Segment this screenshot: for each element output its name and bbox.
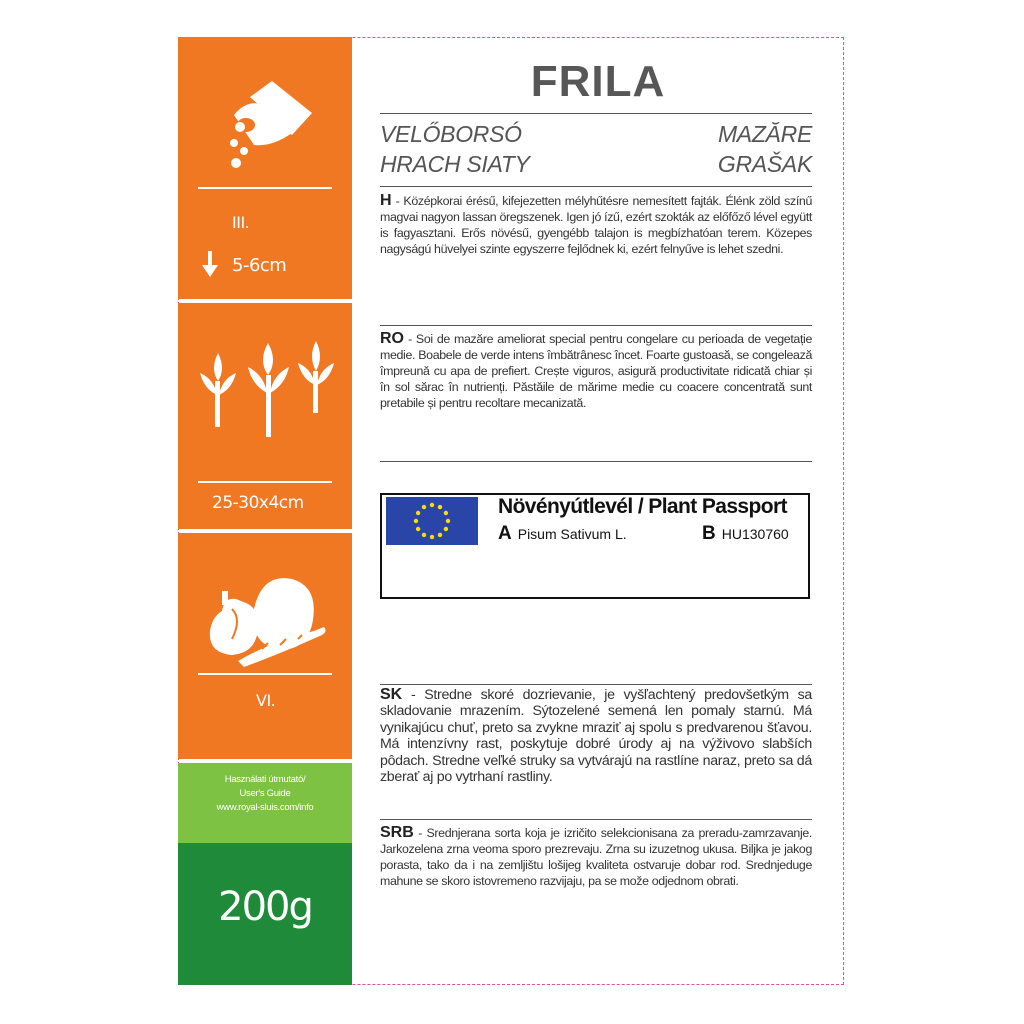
name-hu: VELŐBORSÓ — [380, 121, 522, 147]
lang-code-sk: SK — [380, 686, 403, 703]
net-weight: 200g — [218, 884, 312, 930]
description-ro: RO - Soi de mazăre ameliorat special pentru congelare cu perioada de vegetație medie. Boabele de verde intens îmbătrânesc încet. Foarte gustoasă, se congelează împreună cu apa de prefiert. Crește viguros, asigură productivitate ridicată chiar și în sol sărac în nutrienți. Păstăile de mărime medie cu coacere concentrată sunt pretabile și pentru recoltare mecanizată. — [380, 330, 812, 410]
divider — [380, 186, 812, 187]
passport-title: Növényútlevél / Plant Passport — [498, 495, 787, 518]
guide-url[interactable]: www.royal-sluis.com/info — [216, 802, 314, 813]
eu-flag-icon — [386, 497, 478, 545]
sowing-panel — [178, 37, 352, 299]
divider — [380, 113, 812, 114]
plant-passport — [380, 493, 810, 599]
plant-spacing: 25-30x4cm — [212, 493, 304, 513]
description-ro-text: Soi de mazăre ameliorat special pentru congelare cu perioada de vegetație medie. Boabele de verde intens îmbătrânesc încet. Foarte gustoasă, se congelează împreună cu apa de prefiert. Crește viguros, asigură productivitate ridicată chiar și în sol sărac în nutrienți. Păstăile de mărime medie cu coacere concentrată sunt pretabile și pentru recoltare mecanizată. — [380, 332, 812, 410]
description-hu: H - Középkorai érésű, kifejezetten mélyhűtésre nemesített fajták. Élénk zöld színű magvai nagyon lassan öregszenek. Igen jó ízű, ezért szokták az előfőző lével együtt is fagyasztani. Erős növésű, gyengébb talajon is megbízhatóan terem. Közepes nagyságú hüvelyei szinte egyszerre fejlődnek ki, ezért felnyűve is lehet szedni. — [380, 192, 812, 256]
description-srb-text: Srednjerana sorta koja je izričito selekcionisana za preradu-zamrzavanje. Jarkozelena zrna veoma sporo prezrevaju. Zrna su izuzetnog ukusa. Biljka je jakog porasta, tako da i na zemljištu lošijeg kvaliteta ostvaruje dobar rod. Srednjeduge mahune se skoro istovremeno razvijaju, pa se može odjednom obrati. — [380, 826, 813, 888]
name-srb: GRAŠAK — [717, 151, 812, 177]
harvest-month: VI. — [256, 691, 276, 710]
divider — [198, 481, 332, 483]
arrow-down-icon — [200, 249, 220, 279]
description-sk-text: Stredne skoré dozrievanie, je vyšľachtený predovšetkým sa skladovanie mrazením. Sýtozelené semená len pomaly starnú. Má vynikajúcu chuť, preto sa zvykne mraziť aj spolu s predvarenou šťavou. Má intenzívny rast, poskytuje dobré úrody aj na výživovo slabších pôdach. Stredne veľké struky sa vytvárajú na rastlíne naraz, preto sa dá zberať aj po vytrhaní rastliny. — [380, 687, 812, 786]
main-content — [352, 37, 844, 985]
divider — [198, 187, 332, 189]
passport-code: B HU130760 — [702, 523, 789, 544]
spacing-panel — [178, 303, 352, 529]
description-hu-text: Középkorai érésű, kifejezetten mélyhűtésre nemesített fajták. Élénk zöld színű magvai nagyon lassan öregszenek. Igen jó ízű, ezért szokták az előfőző lével együtt is fagyasztani. Erős növésű, gyengébb talajon is megbízhatóan terem. Közepes nagyságú hüvelyei szinte egyszerre fejlődnek ki, ezért felnyűve is lehet szedni. — [380, 194, 812, 256]
divider — [380, 684, 812, 685]
sowing-month: III. — [232, 213, 250, 232]
divider — [380, 461, 812, 462]
seedlings-icon — [198, 341, 338, 441]
divider — [380, 325, 812, 326]
name-sk: HRACH SIATY — [380, 151, 530, 177]
lang-code-srb: SRB — [380, 824, 414, 841]
lang-code-ro: RO — [380, 330, 404, 347]
divider — [198, 673, 332, 675]
seed-packet-icon — [220, 75, 316, 175]
description-sk: SK - Stredne skoré dozrievanie, je vyšľachtený predovšetkým sa skladovanie mrazením. Sýtozelené semená len pomaly starnú. Má vynikajúcu chuť, preto sa zvykne mraziť aj spolu s predvarenou šťavou. Má intenzívny rast, poskytuje dobré úrody aj na výživovo slabších pôdach. Stredne veľké struky sa vytvárajú na rastlíne naraz, preto sa dá zberať aj po vytrhaní rastliny. — [380, 686, 812, 786]
vegetables-icon — [202, 569, 332, 669]
divider — [380, 819, 812, 820]
guide-label: Használati útmutató/ — [224, 774, 306, 785]
name-ro: MAZĂRE — [717, 121, 812, 147]
product-title: FRILA — [530, 57, 666, 106]
guide-label-en: User's Guide — [239, 788, 291, 799]
guide-panel — [178, 763, 352, 843]
sowing-depth: 5-6cm — [232, 255, 287, 276]
harvest-panel — [178, 533, 352, 759]
lang-code-hu: H — [380, 192, 392, 209]
info-sidebar — [178, 37, 352, 985]
passport-species: A Pisum Sativum L. — [498, 523, 627, 544]
description-srb: SRB - Srednjerana sorta koja je izričito selekcionisana za preradu-zamrzavanje. Jarkozelena zrna veoma sporo prezrevaju. Zrna su izuzetnog ukusa. Biljka je jakog porasta, tako da i na zemljištu lošijeg kvaliteta ostvaruje dobar rod. Srednjeduge mahune se skoro istovremeno razvijaju, pa se može odjednom obrati. — [380, 824, 813, 888]
